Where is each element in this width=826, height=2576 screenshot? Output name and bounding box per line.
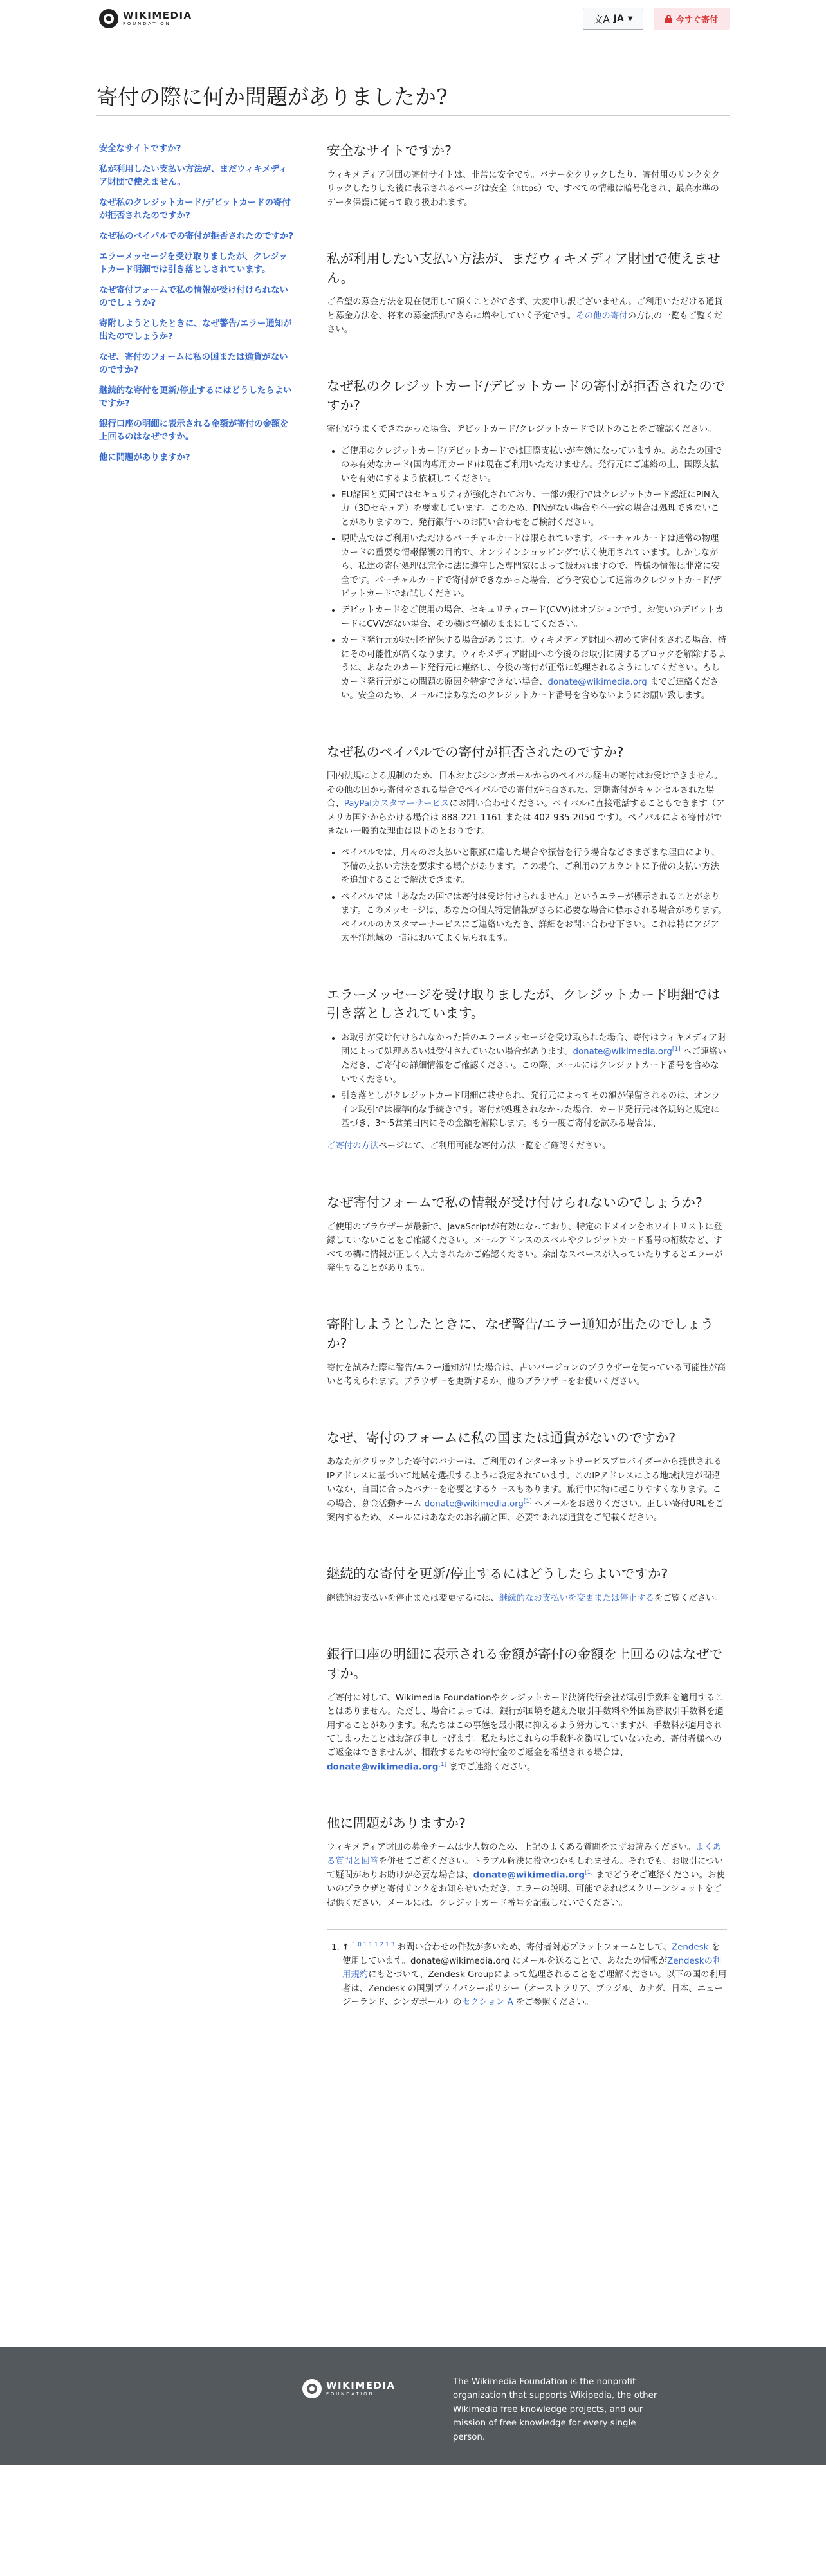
- section-text: ウィキメディア財団の募金チームは少人数のため、上記のよくある質問をまずお読みください。よくある質問と回答を併せてご覧ください。トラブル解決に役立つかもしれません。それでも、お取引について疑問がありお助けが必要な場合は、donate@wikimedia.org[1] までどうぞご連絡ください。お使いのブラウザと寄付リンクをお知らせいただき、エラーの説明、可能であればスクリーンショットをご提供ください。メールには、クレジットカード番号を記載しないでください。: [327, 1843, 725, 1908]
- section-text: ウィキメディア財団の寄付サイトは、非常に安全です。バナーをクリックしたり、寄付用のリンクをクリックしたりした後に表示されるページは安全（https）で、すべての情報は暗号化され、最高水準のデータ保護に従って取り扱われます。: [327, 170, 720, 208]
- wikimedia-logo[interactable]: [99, 8, 192, 30]
- bullet-list: [327, 846, 727, 945]
- section-card-declined: [327, 377, 727, 703]
- section-paypal-declined: [327, 743, 727, 946]
- section-heading: 継続的な寄付を更新/停止するにはどうしたらよいですか?: [327, 1566, 668, 1582]
- logo-subtitle: FOUNDATION: [123, 21, 171, 26]
- footnotes: [327, 1929, 727, 2010]
- lock-icon: [665, 15, 672, 23]
- section-text: 寄付を試みた際に警告/エラー通知が出た場合は、古いバージョンのブラウザーを使っている可能性が高いと考えられます。ブラウザーを更新するか、他のブラウザーをお使いください。: [327, 1363, 726, 1387]
- list-item: • カード発行元が取引を留保する場合があります。ウィキメディア財団へ初めて寄付をされる場合、特にその可能性が高くなります。ウィキメディア財団への今後のお取引に関するブロックを解除するように、あなたのカード発行元に連絡し、今後の寄付が正常に処理されるようにしてください。もしカード発行元がこの問題の原因を特定できない場合、donate@wikimedia.org までご連絡ください。安全のため、メールにはあなたのクレジットカード番号を含めないようにお願い致します。: [341, 634, 727, 703]
- sidebar-item-country-currency[interactable]: なぜ、寄付のフォームに私の国または通貨がないのですか?: [99, 353, 288, 375]
- manage-recurring-link[interactable]: 継続的なお支払いを変更または停止する: [499, 1593, 654, 1603]
- section-recurring: [327, 1565, 727, 1605]
- section-heading: 他に問題がありますか?: [327, 1815, 466, 1831]
- site-header: [96, 0, 730, 40]
- footnote-ref[interactable]: [1]: [523, 1498, 532, 1505]
- faq-sidebar-nav: [99, 143, 295, 472]
- section-heading: なぜ寄付フォームで私の情報が受け付けられないのでしょうか?: [327, 1194, 702, 1210]
- donate-email-link[interactable]: donate@wikimedia.org: [327, 1762, 439, 1772]
- footnote-ref[interactable]: [1]: [672, 1046, 681, 1053]
- sidebar-item-form-info-rejected[interactable]: なぜ寄付フォームで私の情報が受け付けられないのでしょうか?: [99, 286, 288, 308]
- section-heading: 安全なサイトですか?: [327, 143, 452, 158]
- section-heading: なぜ、寄付のフォームに私の国または通貨がないのですか?: [327, 1430, 676, 1446]
- section-heading: 寄附しようとしたときに、なぜ警告/エラー通知が出たのでしょうか?: [327, 1316, 714, 1352]
- donate-now-label: 今すぐ寄付: [675, 15, 718, 25]
- donate-email-link[interactable]: donate@wikimedia.org: [424, 1499, 524, 1509]
- donation-methods-link[interactable]: ご寄付の方法: [327, 1141, 379, 1152]
- section-warning-error: [327, 1315, 727, 1388]
- footnote-ref[interactable]: [1]: [438, 1761, 447, 1768]
- section-country-currency: [327, 1429, 727, 1525]
- language-selector[interactable]: [583, 8, 643, 30]
- footer-mission-text: The Wikimedia Foundation is the nonprofit organization that supports Wikipedia, the other Wikimedia free knowledge projects, and our mission of free knowledge for every single person.: [453, 2377, 657, 2442]
- bullet-list: [327, 445, 727, 703]
- list-item: • 引き落としがクレジットカード明細に載せられ、発行元によってその額が保留されるのは、オンライン取引では標準的な手続きです。寄付が処理されなかった場合、カード発行元は各規約と規定に基づき、3〜5営業日内にその金額を解除します。もう一度ご寄付を試みる場合は、: [341, 1089, 727, 1130]
- list-item: • EU諸国と英国ではセキュリティが強化されており、一部の銀行ではクレジットカード認証にPIN入力（3Dセキュア）を要求しています。このため、PINがない場合や不一致の場合は処理できないことがありますので、発行銀行へのお問い合わせをご検討ください。: [341, 488, 727, 529]
- list-item: • 現時点ではご利用いただけるバーチャルカードは限られています。バーチャルカードは通常の物理カードの重要な情報保護の目的で、オンラインショッピングで広く使用されています。しかしながら、私達の寄付処理は完全に法に遵守した専門家によって扱われますので、皆様の情報は非常に安全です。バーチャルカードで寄付ができなかった場合、どうぞ安心して通常のクレジットカード/デビットカードでお試しください。: [341, 532, 727, 601]
- sidebar-item-paypal-declined[interactable]: なぜ私のペイパルでの寄付が拒否されたのですか?: [99, 232, 294, 241]
- wikimedia-globe-icon: [99, 9, 118, 28]
- sidebar-item-card-declined[interactable]: なぜ私のクレジットカード/デビットカードの寄付が拒否されたのですか?: [99, 198, 291, 221]
- footnote-ref[interactable]: [1]: [585, 1870, 593, 1877]
- sidebar-item-recurring[interactable]: 継続的な寄付を更新/停止するにはどうしたらよいですか?: [99, 386, 292, 409]
- other-donation-methods-link[interactable]: その他の寄付: [576, 311, 628, 321]
- sidebar-item-warning-error[interactable]: 寄附しようとしたときに、なぜ警告/エラー通知が出たのでしょうか?: [99, 319, 292, 342]
- logo-wordmark: WIKIMEDIA: [326, 2380, 396, 2391]
- footnote-backlink-icon[interactable]: ↑: [342, 1942, 350, 1953]
- site-footer: [0, 2347, 826, 2465]
- logo-subtitle: FOUNDATION: [326, 2391, 374, 2397]
- section-text: ご寄付に対して、Wikimedia Foundationやクレジットカード決済代行会社が取引手数料を適用することはありません。ただし、場合によっては、銀行が国境を越えた取引手数料や外国為替取引手数料を適用することがあります。私たちはこの事態を最小限に抑えるよう努力していますが、手数料が適用されてしまったことはお詫び申し上げます。私たちはこれらの手数料を徴収していないため、寄付者様へのご返金はできませんが、相殺するための寄付金のご返金を希望される場合は、donate@wikimedia.org[1] までご連絡ください。: [327, 1693, 724, 1772]
- list-item: • お取引が受け付けられなかった旨のエラーメッセージを受け取られた場合、寄付はウィキメディア財団によって処理あるいは受付されていない場合があります。donate@wikimedia.org[1] へご連絡いただき、ご寄付の詳細情報をご確認ください。この際、メールにはクレジットカード番号を含めないでください。: [341, 1031, 727, 1087]
- section-error-but-charged: [327, 986, 727, 1154]
- donate-now-button[interactable]: [654, 8, 730, 30]
- donate-email-link[interactable]: donate@wikimedia.org: [573, 1047, 672, 1057]
- wikimedia-footer-logo[interactable]: [302, 2379, 396, 2398]
- section-payment-method: [327, 250, 727, 337]
- section-heading: 銀行口座の明細に表示される金額が寄付の金額を上回るのはなぜですか。: [327, 1646, 722, 1681]
- zendesk-link[interactable]: Zendesk: [671, 1942, 709, 1953]
- logo-wordmark: WIKIMEDIA: [123, 10, 192, 21]
- section-text: あなたがクリックした寄付のバナーは、ご利用のインターネットサービスプロバイダーから提供されるIPアドレスに基づいて地域を選択するように設定されています。このIPアドレスによる地域決定が間違いなか、自国に合ったバナーを必要とするケースもあります。旅行中に特に起こりやすくなります。この場合、募金活動チーム donate@wikimedia.org[1] へメールをお送りください。正しい寄付URLをご案内するため、メールにはあなたのお名前と国、必要であれば通貨をご記載ください。: [327, 1457, 724, 1523]
- sidebar-item-secure-site[interactable]: 安全なサイトですか?: [99, 144, 181, 154]
- section-form-info-rejected: [327, 1193, 727, 1275]
- section-bank-amount: [327, 1645, 727, 1774]
- paypal-customer-service-link[interactable]: PayPalカスタマーサービス: [344, 799, 450, 809]
- section-heading: 私が利用したい支払い方法が、まだウィキメディア財団で使えません。: [327, 251, 720, 286]
- section-text: 国内法規による規制のため、日本およびシンガポールからのペイパル経由の寄付はお受けできません。その他の国から寄付をされる場合でペイパルでの寄付が拒否された、定期寄付がキャンセルされた場合、PayPalカスタマーサービスにお問い合わせください。ペイパルに直接電話することもできます（アメリカ国外からかける場合は 888-221-1161 または 402-935-2050 です）。ペイパルによる寄付ができない一般的な理由は以下のとおりです。: [327, 771, 725, 836]
- bullet-list: [327, 1031, 727, 1131]
- sidebar-item-error-but-charged[interactable]: エラーメッセージを受け取りましたが、クレジットカード明細では引き落としされています。: [99, 252, 288, 275]
- section-text: 寄付がうまくできなかった場合、デビットカード/クレジットカードで以下のことをご確認ください。: [327, 425, 717, 435]
- sidebar-item-bank-amount[interactable]: 銀行口座の明細に表示される金額が寄付の金額を上回るのはなぜですか。: [99, 419, 289, 442]
- section-heading: なぜ私のクレジットカード/デビットカードの寄付が拒否されたのですか?: [327, 378, 726, 413]
- faq-content: [327, 142, 727, 2010]
- zendesk-terms-link[interactable]: Zendeskの利用規約: [342, 1956, 722, 1980]
- section-a-link[interactable]: セクション A: [461, 1998, 513, 2008]
- page-title: 寄付の際に何か問題がありましたか?: [96, 84, 730, 116]
- footnote-item: 1. ↑ $^{1.0 1.1 1.2 1.3}$ お問い合わせの件数が多いため、寄付者対応プラットフォームとして、Zendesk を使用しています。donate@wikimedia.org にメールを送ることで、あなたの情報がZendeskの利用規約にもとづいて、Zendesk Groupによって処理されることをご理解ください。以下の国の利用者は、Zendesk の国別プライバシーポリシー（オーストラリア、ブラジル、カナダ、日本、ニュージーランド、シンガポール）のセクション A をご参照ください。: [342, 1940, 727, 2010]
- section-text: ご希望の募金方法を現在使用して頂くことができず、大変申し訳ございません。ご利用いただける通貨と募金方法を、将来の募金活動でさらに増やしていく予定です。その他の寄付の方法の一覧もご覧ください。: [327, 297, 723, 335]
- section-heading: なぜ私のペイパルでの寄付が拒否されたのですか?: [327, 744, 624, 760]
- faq-link[interactable]: よくある質問と回答: [327, 1843, 722, 1866]
- section-text: ご寄付の方法ページにて、ご利用可能な寄付方法一覧をご確認ください。: [327, 1141, 611, 1152]
- section-secure-site: [327, 142, 727, 210]
- language-label: JA: [613, 14, 624, 24]
- chevron-down-icon: ▼: [627, 15, 633, 23]
- list-item: • デビットカードをご使用の場合、セキュリティコード(CVV)はオプションです。お使いのデビットカードにCVVがない場合、その欄は空欄のままにしてください。: [341, 603, 727, 631]
- list-item: • ご使用のクレジットカード/デビットカードでは国際支払いが有効になっていますか。あなたの国でのみ有効なカード(国内専用カード)は現在ご利用いただけません。発行元にご連絡の上、国際支払いを有効にするよう依頼してください。: [341, 445, 727, 486]
- donate-email-link[interactable]: donate@wikimedia.org: [473, 1870, 585, 1881]
- section-text: ご使用のブラウザーが最新で、JavaScriptが有効になっており、特定のドメインをホワイトリストに登録していないことをご確認ください。メールアドレスのスペルやクレジットカード番号の桁数など、すべての欄に情報が正しく入力されたかご確認ください。余計なスペースが入っていたりするとエラーが発生することがあります。: [327, 1222, 723, 1273]
- translate-icon: 文A: [593, 13, 610, 25]
- donate-email-link[interactable]: donate@wikimedia.org: [547, 677, 647, 687]
- list-item: • ペイパルでは、月々のお支払いと限額に達した場合や振替を行う場合などさまざまな理由により、予備の支払い方法を要求する場合があります。この場合、ご利用のアカウントに予備の支払い方法を追加することで解決できます。: [341, 846, 727, 887]
- section-heading: エラーメッセージを受け取りましたが、クレジットカード明細では引き落としされています。: [327, 986, 720, 1022]
- footnote-backrefs[interactable]: 1.0 1.1 1.2 1.3: [352, 1942, 395, 1949]
- section-text: 継続的お支払いを停止または変更するには、継続的なお支払いを変更または停止するをご覧ください。: [327, 1593, 723, 1603]
- section-other-problems: [327, 1814, 727, 1910]
- sidebar-item-payment-method[interactable]: 私が利用したい支払い方法が、まだウィキメディア財団で使えません。: [99, 165, 288, 187]
- sidebar-item-other-problems[interactable]: 他に問題がありますか?: [99, 453, 190, 463]
- list-item: • ペイパルでは「あなたの国では寄付は受け付けられません」というエラーが標示されることがあります。このメッセージは、あなたの個人特定情報がさらに必要な場合に標示される場合があります。ペイパルのカスタマーサービスにご連絡いただき、詳細をお問い合わせ下さい。これは特にアジア太平洋地域の一部においてよく見られます。: [341, 890, 727, 946]
- wikimedia-globe-icon: [302, 2379, 322, 2398]
